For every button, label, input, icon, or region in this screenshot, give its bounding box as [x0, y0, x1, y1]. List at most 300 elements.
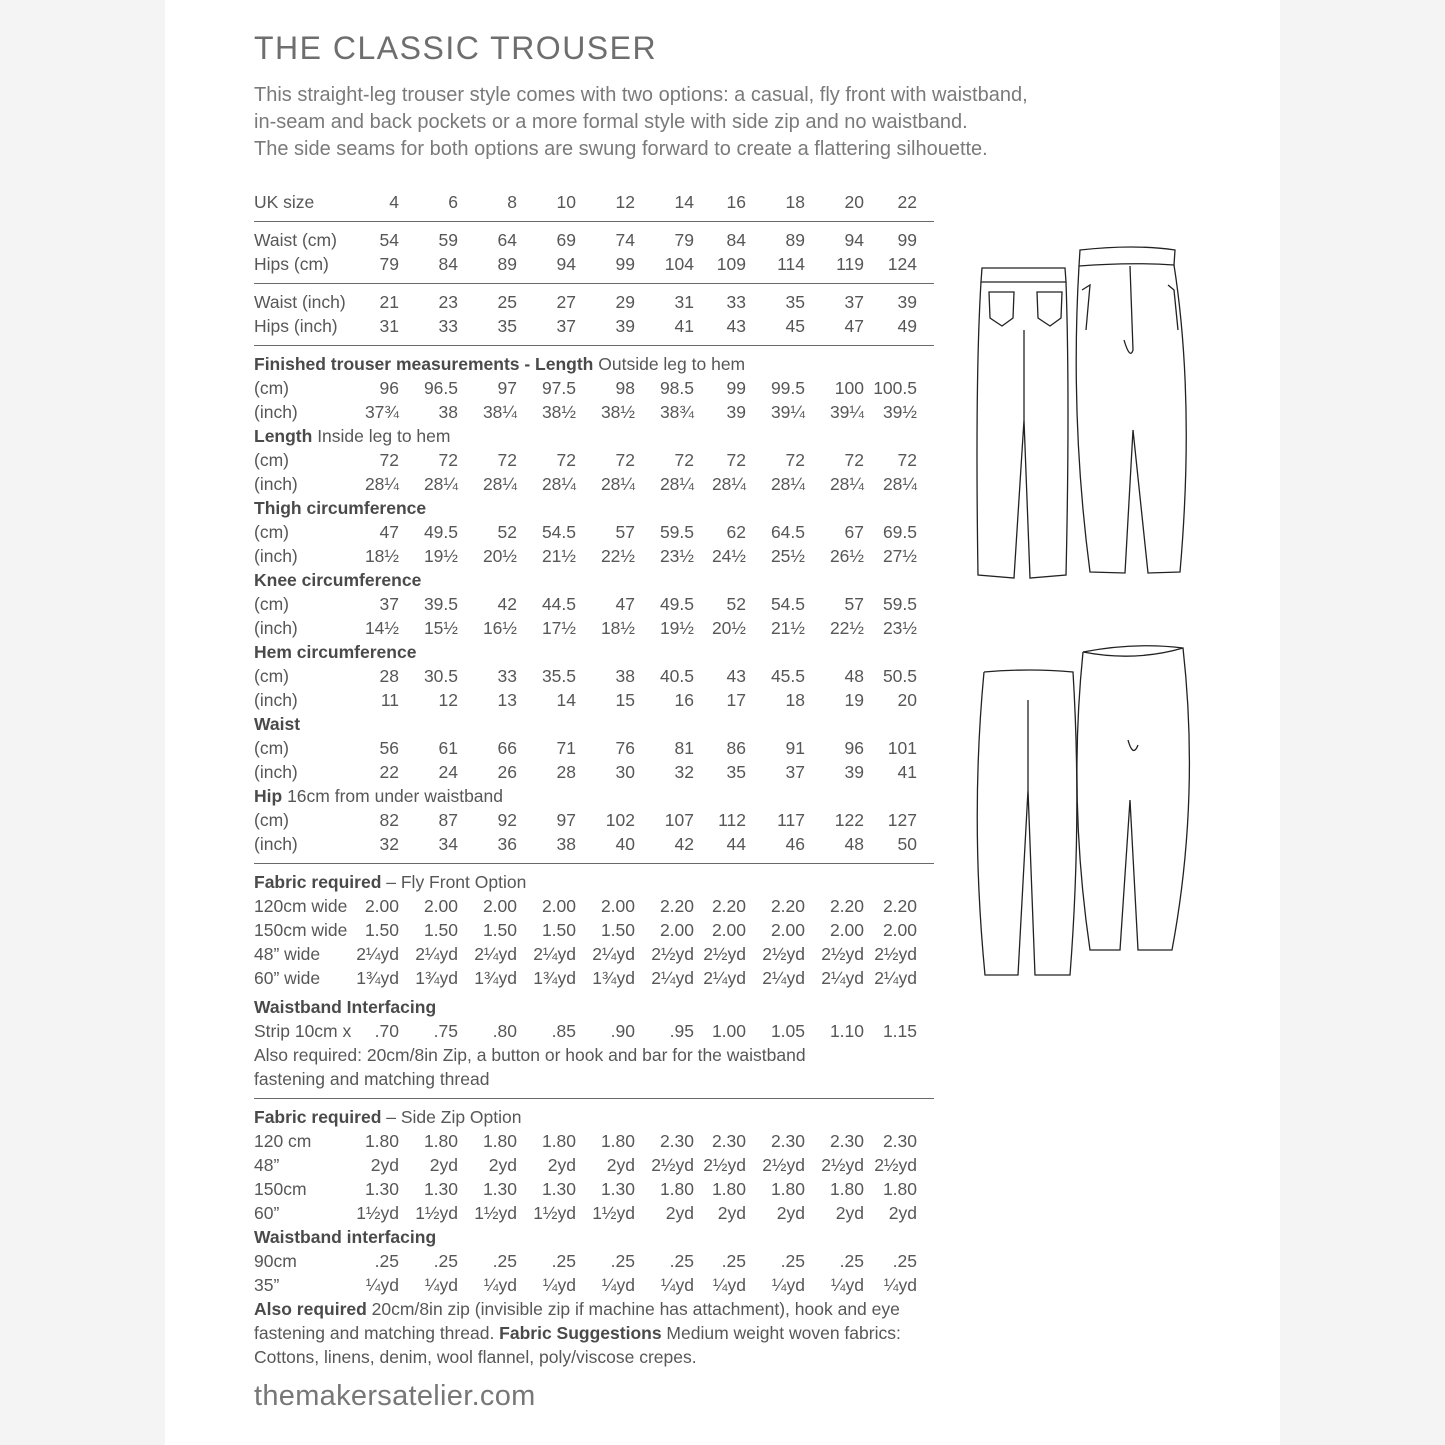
cell-value: 24½ — [711, 546, 746, 566]
cell-value: 91 — [785, 738, 805, 758]
row-label: 48” wide — [254, 944, 321, 964]
cell-value: 98.5 — [659, 378, 694, 398]
row-label: 90cm — [254, 1251, 297, 1271]
row-label: Waist — [254, 714, 301, 734]
cell-value: 79 — [674, 230, 694, 250]
cell-value: 2½yd — [821, 1155, 864, 1175]
cell-value: 81 — [674, 738, 694, 758]
cell-value: 2yd — [717, 1203, 746, 1223]
cell-value: 34 — [438, 834, 458, 854]
cell-value: 97.5 — [541, 378, 576, 398]
cell-value: 1½yd — [415, 1203, 458, 1223]
cell-value: 72 — [379, 450, 399, 470]
cell-value: 72 — [726, 450, 746, 470]
website-link[interactable]: themakersatelier.com — [254, 1380, 536, 1412]
side-zip-front-view-drawing — [1077, 646, 1190, 950]
cell-value: .25 — [721, 1251, 746, 1271]
row-label: Finished trouser measurements - Length — [254, 354, 594, 374]
table-section — [254, 864, 934, 1099]
cell-value: 2½yd — [703, 944, 746, 964]
table-row — [254, 832, 934, 856]
cell-value: 1½yd — [533, 1203, 576, 1223]
cell-value: 2.30 — [882, 1131, 917, 1151]
row-label: 150cm — [254, 1179, 307, 1199]
cell-value: 47 — [844, 316, 864, 336]
row-label: Waistband Interfacing — [254, 997, 437, 1017]
cell-value: 28¼ — [541, 474, 576, 494]
row-label: (inch) — [254, 690, 298, 710]
cell-value: 18 — [785, 690, 805, 710]
cell-value: 2.00 — [423, 896, 458, 916]
cell-value: 1½yd — [474, 1203, 517, 1223]
table-row — [254, 252, 934, 276]
row-label: Hem circumference — [254, 642, 417, 662]
cell-value: 1.05 — [770, 1021, 805, 1041]
cell-value: 56 — [379, 738, 399, 758]
cell-value: ¼yd — [365, 1275, 399, 1295]
row-label: UK size — [254, 192, 315, 212]
cell-value: 96.5 — [423, 378, 458, 398]
cell-value: 15½ — [423, 618, 458, 638]
section-heading — [254, 424, 934, 448]
cell-value: 44.5 — [541, 594, 576, 614]
cell-value: 92 — [497, 810, 517, 830]
cell-value: 1¾yd — [533, 968, 576, 988]
cell-value: 43 — [726, 316, 746, 336]
cell-value: 52 — [726, 594, 746, 614]
row-label: Fabric required — [254, 1107, 382, 1127]
cell-value: 2.30 — [711, 1131, 746, 1151]
cell-value: 23½ — [882, 618, 917, 638]
cell-value: 109 — [716, 254, 746, 274]
cell-value: 28 — [379, 666, 399, 686]
row-label: (cm) — [254, 378, 289, 398]
cell-value: 2.20 — [829, 896, 864, 916]
cell-value: 2¼yd — [651, 968, 694, 988]
cell-value: 72 — [556, 450, 576, 470]
cell-value: 49.5 — [659, 594, 694, 614]
table-row — [254, 400, 934, 424]
table-row — [254, 688, 934, 712]
cell-value: 12 — [438, 690, 458, 710]
cell-value: 2½yd — [821, 944, 864, 964]
cell-value: 61 — [438, 738, 458, 758]
table-row — [254, 966, 934, 990]
table-row — [254, 942, 934, 966]
cell-value: 1.50 — [541, 920, 576, 940]
cell-value: 21 — [379, 292, 399, 312]
cell-value: 45 — [785, 316, 805, 336]
cell-value: 27 — [556, 292, 576, 312]
cell-value: 2¼yd — [592, 944, 635, 964]
cell-value: 2¼yd — [533, 944, 576, 964]
cell-value: 40 — [615, 834, 635, 854]
cell-value: 1.50 — [482, 920, 517, 940]
cell-value: 41 — [897, 762, 917, 782]
cell-value: .90 — [610, 1021, 635, 1041]
cell-value: .95 — [669, 1021, 694, 1041]
cell-value: 1.30 — [364, 1179, 399, 1199]
cell-value: 84 — [438, 254, 458, 274]
cell-value: 27½ — [882, 546, 917, 566]
cell-value: ¼yd — [771, 1275, 805, 1295]
cell-value: 124 — [887, 254, 917, 274]
table-row — [254, 1273, 934, 1297]
table-row — [254, 592, 934, 616]
row-label: 20cm/8in zip (invisible zip if machine has attachment), hook and eye fastening and matching thread. — [254, 1299, 900, 1343]
cell-value: .25 — [551, 1251, 576, 1271]
cell-value: 2¼yd — [874, 968, 917, 988]
cell-value: 54 — [379, 230, 399, 250]
row-label: Fabric Suggestions — [499, 1323, 662, 1343]
cell-value: .25 — [433, 1251, 458, 1271]
cell-value: 102 — [605, 810, 635, 830]
cell-value: ¼yd — [542, 1275, 576, 1295]
section-heading — [254, 712, 934, 736]
cell-value: 79 — [379, 254, 399, 274]
cell-value: ¼yd — [601, 1275, 635, 1295]
table-section — [254, 222, 934, 284]
cell-value: 1.00 — [711, 1021, 746, 1041]
cell-value: 28¼ — [882, 474, 917, 494]
cell-value: 1.80 — [600, 1131, 635, 1151]
row-label: 60” wide — [254, 968, 321, 988]
cell-value: 1¾yd — [592, 968, 635, 988]
cell-value: 1.10 — [829, 1021, 864, 1041]
cell-value: 20 — [844, 192, 864, 212]
table-row — [254, 314, 934, 338]
cell-value: 64.5 — [770, 522, 805, 542]
cell-value: 2yd — [488, 1155, 517, 1175]
intro-line: This straight-leg trouser style comes with two options: a casual, fly front with waistband, — [254, 84, 1028, 106]
cell-value: 54.5 — [770, 594, 805, 614]
cell-value: 44 — [726, 834, 746, 854]
table-row — [254, 760, 934, 784]
section-heading — [254, 496, 934, 520]
cell-value: 37 — [785, 762, 805, 782]
note-paragraph — [254, 1043, 874, 1091]
table-row — [254, 1177, 934, 1201]
cell-value: 22½ — [600, 546, 635, 566]
cell-value: 20½ — [482, 546, 517, 566]
cell-value: 17 — [726, 690, 746, 710]
cell-value: 38½ — [600, 402, 635, 422]
cell-value: 1¾yd — [474, 968, 517, 988]
cell-value: 82 — [379, 810, 399, 830]
cell-value: 15 — [615, 690, 635, 710]
cell-value: 30 — [615, 762, 635, 782]
row-label: (inch) — [254, 474, 298, 494]
cell-value: 1.50 — [364, 920, 399, 940]
cell-value: 31 — [379, 316, 399, 336]
intro-line: in-seam and back pockets or a more formal style with side zip and no waistband. — [254, 111, 968, 133]
cell-value: 42 — [674, 834, 694, 854]
cell-value: 1¾yd — [415, 968, 458, 988]
cell-value: 2.00 — [770, 920, 805, 940]
row-label: Outside leg to hem — [593, 354, 746, 374]
cell-value: 28¼ — [600, 474, 635, 494]
cell-value: 12 — [615, 192, 635, 212]
cell-value: 17½ — [541, 618, 576, 638]
cell-value: 38¾ — [659, 402, 694, 422]
cell-value: 24 — [438, 762, 458, 782]
row-label: (cm) — [254, 738, 289, 758]
cell-value: 96 — [379, 378, 399, 398]
cell-value: 2½yd — [651, 944, 694, 964]
row-label: (inch) — [254, 762, 298, 782]
cell-value: 72 — [615, 450, 635, 470]
row-label: (inch) — [254, 834, 298, 854]
cell-value: 14 — [674, 192, 694, 212]
cell-value: 96 — [844, 738, 864, 758]
cell-value: 119 — [836, 254, 864, 274]
cell-value: 69.5 — [882, 522, 917, 542]
cell-value: 32 — [379, 834, 399, 854]
cell-value: 21½ — [770, 618, 805, 638]
cell-value: 22½ — [829, 618, 864, 638]
cell-value: .70 — [374, 1021, 399, 1041]
cell-value: ¼yd — [883, 1275, 917, 1295]
cell-value: 1.80 — [770, 1179, 805, 1199]
row-label: (cm) — [254, 666, 289, 686]
row-label: Strip 10cm x — [254, 1021, 352, 1041]
cell-value: 104 — [664, 254, 694, 274]
cell-value: 66 — [497, 738, 517, 758]
cell-value: 100 — [834, 378, 864, 398]
cell-value: 2½yd — [703, 1155, 746, 1175]
cell-value: 39.5 — [423, 594, 458, 614]
cell-value: 2.20 — [711, 896, 746, 916]
cell-value: 37¾ — [364, 402, 399, 422]
cell-value: 2¼yd — [703, 968, 746, 988]
table-row — [254, 376, 934, 400]
cell-value: 2.00 — [541, 896, 576, 916]
cell-value: 2yd — [370, 1155, 399, 1175]
cell-value: 2yd — [835, 1203, 864, 1223]
row-label: Inside leg to hem — [312, 426, 451, 446]
cell-value: ¼yd — [830, 1275, 864, 1295]
table-row — [254, 544, 934, 568]
cell-value: 28¼ — [770, 474, 805, 494]
cell-value: 37 — [556, 316, 576, 336]
cell-value: 49.5 — [423, 522, 458, 542]
row-label: (cm) — [254, 450, 289, 470]
table-section — [254, 284, 934, 346]
cell-value: 20 — [897, 690, 917, 710]
row-label: (inch) — [254, 546, 298, 566]
cell-value: 2½yd — [651, 1155, 694, 1175]
row-label: Waistband interfacing — [254, 1227, 437, 1247]
cell-value: 1.80 — [829, 1179, 864, 1199]
cell-value: 71 — [556, 738, 576, 758]
cell-value: 2½yd — [874, 1155, 917, 1175]
cell-value: 2.00 — [364, 896, 399, 916]
cell-value: 47 — [615, 594, 635, 614]
cell-value: 2½yd — [874, 944, 917, 964]
cell-value: 14½ — [364, 618, 399, 638]
row-label: Thigh circumference — [254, 498, 427, 518]
cell-value: 1.50 — [423, 920, 458, 940]
table-row — [254, 1153, 934, 1177]
intro-text — [254, 82, 1154, 163]
table-row — [254, 190, 934, 214]
cell-value: 59.5 — [659, 522, 694, 542]
row-label: Length — [254, 426, 313, 446]
cell-value: 45.5 — [770, 666, 805, 686]
row-label: Also required: 20cm/8in Zip, a button or hook and bar for the waistband fastening and matching thread — [254, 1045, 806, 1089]
cell-value: 2.00 — [711, 920, 746, 940]
cell-value: 86 — [726, 738, 746, 758]
cell-value: 32 — [674, 762, 694, 782]
cell-value: 2.00 — [829, 920, 864, 940]
cell-value: 19 — [844, 690, 864, 710]
cell-value: 1.80 — [364, 1131, 399, 1151]
page-title: THE CLASSIC TROUSER — [254, 30, 658, 66]
cell-value: 107 — [664, 810, 694, 830]
cell-value: 33 — [497, 666, 517, 686]
table-row — [254, 290, 934, 314]
table-row — [254, 1129, 934, 1153]
table-section — [254, 190, 934, 222]
cell-value: 72 — [785, 450, 805, 470]
cell-value: 37 — [844, 292, 864, 312]
intro-line: The side seams for both options are swung forward to create a flattering silhouette. — [254, 138, 988, 160]
table-row — [254, 228, 934, 252]
table-row — [254, 616, 934, 640]
cell-value: 30.5 — [423, 666, 458, 686]
section-heading — [254, 995, 934, 1019]
table-row — [254, 894, 934, 918]
cell-value: 6 — [448, 192, 458, 212]
cell-value: 1.30 — [541, 1179, 576, 1199]
cell-value: 50.5 — [882, 666, 917, 686]
table-row — [254, 1249, 934, 1273]
cell-value: 43 — [726, 666, 746, 686]
cell-value: 2.30 — [659, 1131, 694, 1151]
cell-value: 22 — [897, 192, 917, 212]
cell-value: 59 — [438, 230, 458, 250]
cell-value: 72 — [438, 450, 458, 470]
row-label: 120 cm — [254, 1131, 312, 1151]
cell-value: 25½ — [770, 546, 805, 566]
cell-value: 57 — [844, 594, 864, 614]
section-heading — [254, 1105, 934, 1129]
row-label: Waist (cm) — [254, 230, 337, 250]
cell-value: 39 — [615, 316, 635, 336]
cell-value: 39½ — [882, 402, 917, 422]
cell-value: .25 — [610, 1251, 635, 1271]
cell-value: 40.5 — [659, 666, 694, 686]
cell-value: 49 — [897, 316, 917, 336]
cell-value: 28¼ — [423, 474, 458, 494]
cell-value: 2.30 — [770, 1131, 805, 1151]
table-section — [254, 346, 934, 864]
cell-value: ¼yd — [424, 1275, 458, 1295]
cell-value: 89 — [785, 230, 805, 250]
row-label: (cm) — [254, 594, 289, 614]
cell-value: 39¼ — [829, 402, 864, 422]
cell-value: 54.5 — [541, 522, 576, 542]
cell-value: 38 — [615, 666, 635, 686]
cell-value: 28¼ — [482, 474, 517, 494]
cell-value: 19½ — [423, 546, 458, 566]
cell-value: 2.20 — [882, 896, 917, 916]
cell-value: .80 — [492, 1021, 517, 1041]
cell-value: 122 — [834, 810, 864, 830]
row-label: (inch) — [254, 618, 298, 638]
table-row — [254, 472, 934, 496]
cell-value: 2¼yd — [821, 968, 864, 988]
cell-value: 39 — [897, 292, 917, 312]
cell-value: 8 — [507, 192, 517, 212]
cell-value: 39¼ — [770, 402, 805, 422]
cell-value: 39 — [726, 402, 746, 422]
cell-value: 2.00 — [659, 920, 694, 940]
table-row — [254, 736, 934, 760]
cell-value: 28¼ — [659, 474, 694, 494]
cell-value: 16½ — [482, 618, 517, 638]
cell-value: 22 — [379, 762, 399, 782]
section-heading — [254, 1225, 934, 1249]
row-label: (cm) — [254, 522, 289, 542]
cell-value: 94 — [556, 254, 576, 274]
cell-value: 38 — [438, 402, 458, 422]
row-label: – Fly Front Option — [381, 872, 527, 892]
section-heading — [254, 784, 934, 808]
cell-value: 62 — [726, 522, 746, 542]
cell-value: 47 — [379, 522, 399, 542]
cell-value: 28¼ — [711, 474, 746, 494]
cell-value: 1½yd — [356, 1203, 399, 1223]
row-label: Hip — [254, 786, 283, 806]
cell-value: .25 — [669, 1251, 694, 1271]
cell-value: 99 — [615, 254, 635, 274]
cell-value: 2yd — [888, 1203, 917, 1223]
cell-value: 52 — [497, 522, 517, 542]
cell-value: 69 — [556, 230, 576, 250]
cell-value: 101 — [887, 738, 917, 758]
cell-value: 2½yd — [762, 1155, 805, 1175]
cell-value: 1.80 — [482, 1131, 517, 1151]
cell-value: 48 — [844, 666, 864, 686]
row-label: 16cm from under waistband — [282, 786, 504, 806]
table-row — [254, 664, 934, 688]
cell-value: .25 — [492, 1251, 517, 1271]
cell-value: 38¼ — [482, 402, 517, 422]
cell-value: 18½ — [364, 546, 399, 566]
fly-front-front-view-drawing — [1076, 247, 1186, 573]
cell-value: 112 — [718, 810, 746, 830]
cell-value: 35 — [497, 316, 517, 336]
section-heading — [254, 352, 934, 376]
cell-value: 29 — [615, 292, 635, 312]
cell-value: 1½yd — [592, 1203, 635, 1223]
cell-value: 48 — [844, 834, 864, 854]
row-label: 48” — [254, 1155, 280, 1175]
cell-value: .25 — [892, 1251, 917, 1271]
row-label: Fabric required — [254, 872, 382, 892]
cell-value: ¼yd — [483, 1275, 517, 1295]
cell-value: 72 — [674, 450, 694, 470]
cell-value: 31 — [674, 292, 694, 312]
cell-value: 2.00 — [482, 896, 517, 916]
row-label: Hips (inch) — [254, 316, 338, 336]
cell-value: .75 — [433, 1021, 458, 1041]
cell-value: 39 — [844, 762, 864, 782]
cell-value: 10 — [556, 192, 576, 212]
table-row — [254, 808, 934, 832]
cell-value: 84 — [726, 230, 746, 250]
